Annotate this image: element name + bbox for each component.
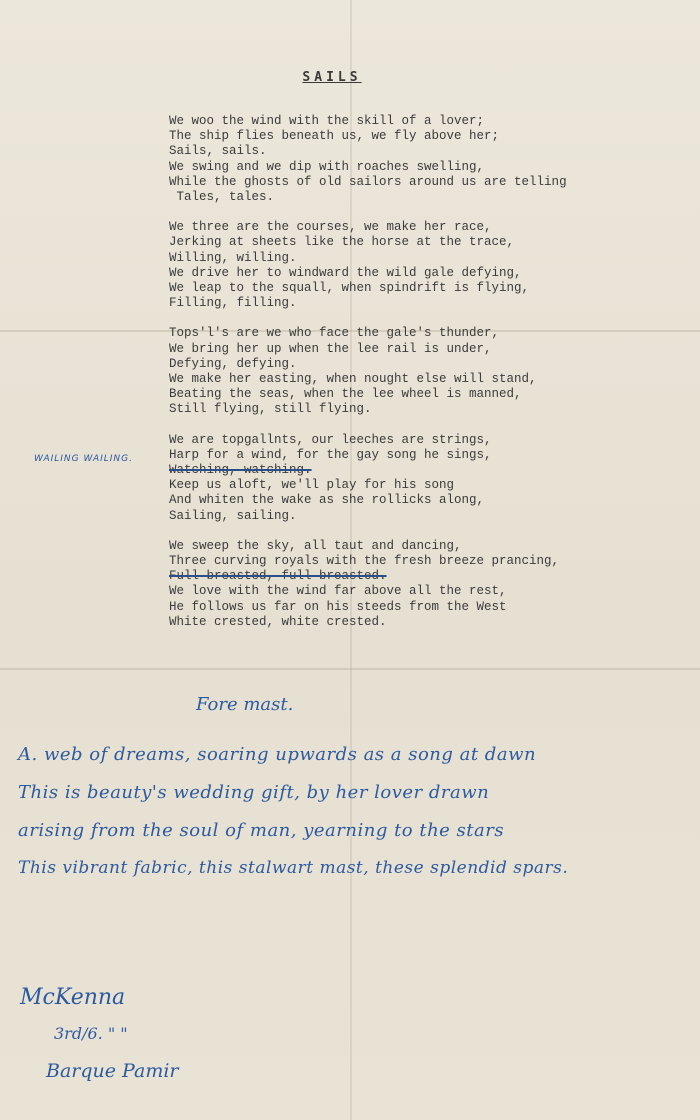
- poem-line: We are topgallnts, our leeches are strings,: [169, 432, 492, 447]
- poem-line: We three are the courses, we make her race,: [169, 220, 492, 235]
- signature-rank: 3rd/6. " ": [54, 1024, 128, 1043]
- margin-note: WAILING WAILING.: [34, 454, 133, 464]
- poem-line: Still flying, still flying.: [169, 402, 372, 417]
- poem-line: We drive her to windward the wild gale defying,: [169, 265, 522, 280]
- poem-line: Harp for a wind, for the gay song he sings,: [169, 447, 492, 462]
- poem-line: Sails, sails.: [169, 144, 267, 159]
- poem-line: Sailing, sailing.: [169, 508, 297, 523]
- stanza: [169, 114, 589, 205]
- handwritten-line: This is beauty's wedding gift, by her lover drawn: [18, 782, 490, 803]
- poem-line: We bring her up when the lee rail is under,: [169, 341, 492, 356]
- handwritten-line: arising from the soul of man, yearning to the stars: [18, 820, 505, 841]
- poem-line: While the ghosts of old sailors around us are telling: [169, 174, 567, 189]
- poem-line: And whiten the wake as she rollicks along,: [169, 493, 485, 508]
- stanza: [169, 433, 589, 524]
- poem-line: Three curving royals with the fresh breeze prancing,: [169, 554, 560, 569]
- poem-line: Beating the seas, when the lee wheel is manned,: [169, 387, 522, 402]
- poem-line: We swing and we dip with roaches swelling,: [169, 159, 485, 174]
- poem-line: Tales, tales.: [169, 190, 275, 205]
- stanza: [169, 326, 589, 417]
- poem-line: Jerking at sheets like the horse at the trace,: [169, 235, 515, 250]
- stanza: [169, 539, 589, 630]
- poem-line: White crested, white crested.: [169, 614, 387, 629]
- handwritten-heading: Fore mast.: [196, 694, 294, 715]
- poem-line: Filling, filling.: [169, 296, 297, 311]
- signature-name: McKenna: [20, 985, 126, 1010]
- poem-line: Willing, willing.: [169, 250, 297, 265]
- handwritten-line: This vibrant fabric, this stalwart mast, these splendid spars.: [18, 858, 569, 878]
- poem-line: Defying, defying.: [169, 356, 297, 371]
- poem-line: We leap to the squall, when spindrift is flying,: [169, 281, 530, 296]
- poem-line: We sweep the sky, all taut and dancing,: [169, 538, 462, 553]
- stanza: [169, 220, 589, 311]
- poem-line: We make her easting, when nought else will stand,: [169, 372, 537, 387]
- poem-line: The ship flies beneath us, we fly above her;: [169, 129, 500, 144]
- poem-line: Keep us aloft, we'll play for his song: [169, 478, 455, 493]
- poem-line: We love with the wind far above all the rest,: [169, 584, 507, 599]
- signature-ship: Barque Pamir: [46, 1060, 179, 1082]
- struck-poem-line: Full breasted, full breasted.: [169, 569, 387, 584]
- struck-poem-line: Watching, watching.: [169, 463, 312, 478]
- poem-body: [169, 114, 589, 645]
- poem-line: He follows us far on his steeds from the West: [169, 599, 507, 614]
- poem-line: Tops'l's are we who face the gale's thunder,: [169, 326, 500, 341]
- poem-title: SAILS: [302, 70, 362, 85]
- handwritten-line: A. web of dreams, soaring upwards as a song at dawn: [18, 744, 537, 765]
- poem-line: We woo the wind with the skill of a lover;: [169, 114, 485, 128]
